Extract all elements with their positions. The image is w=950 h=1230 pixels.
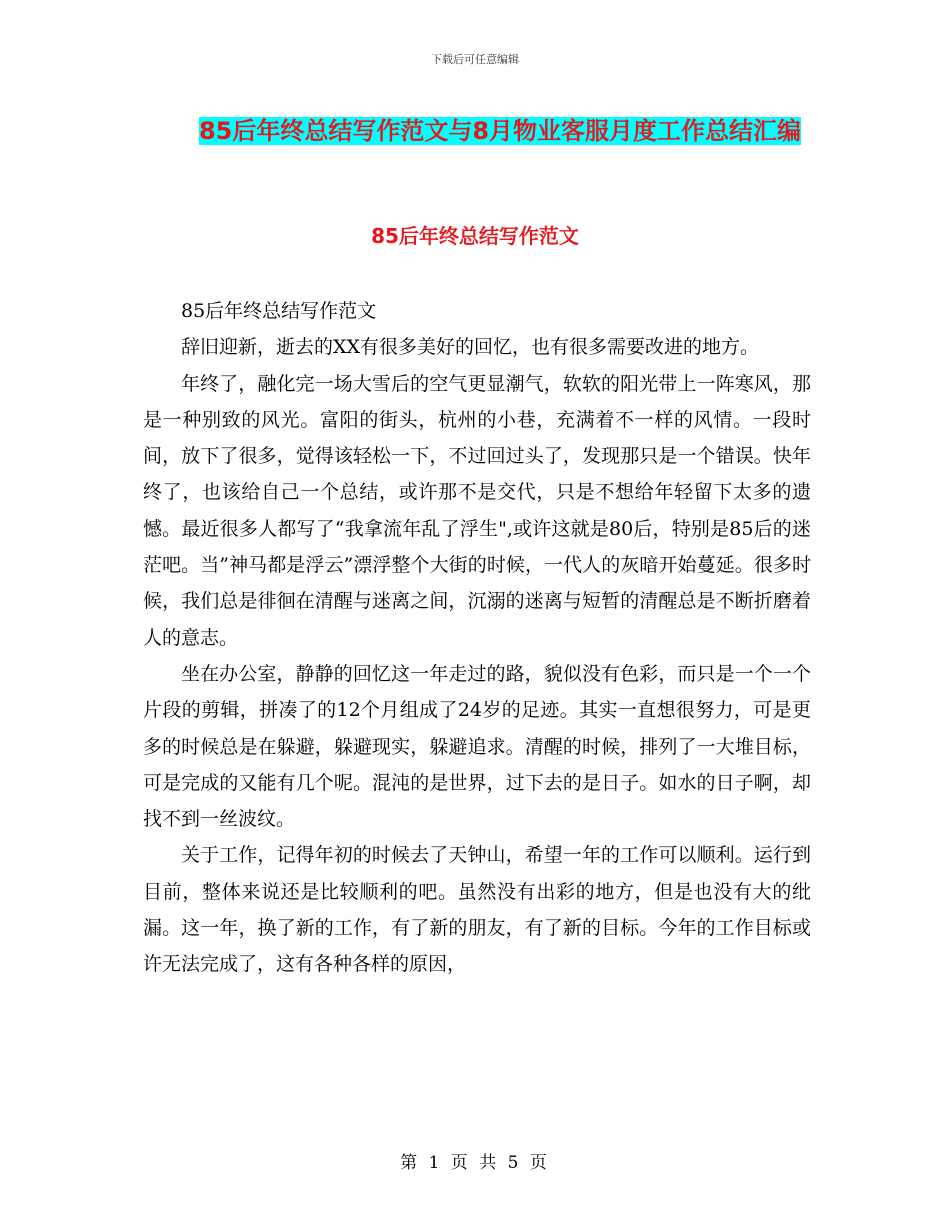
header-note: 下载后可任意编辑	[431, 53, 519, 66]
paragraph: 85后年终总结写作范文	[181, 300, 377, 322]
document-title-text: 85后年终总结写作范文与8月物业客服月度工作总结汇编	[198, 117, 802, 145]
paragraph: 坐在办公室，静静的回忆这一年走过的路，貌似没有色彩，而只是一个一个片段的剪辑，拼凑了的12个月组成了24岁的足迹。其实一直想很努力，可是更多的时候总是在躲避，躲避现实，躲避追求。清醒的时候，排列了一大堆目标，可是完成的又能有几个呢。混沌的是世界，过下去的是日子。如水的日子啊，却找不到一丝波纹。	[143, 662, 811, 831]
page-number: 第 1 页 共 5 页	[400, 1153, 550, 1173]
section-heading: 85后年终总结写作范文	[371, 224, 579, 248]
document-title	[140, 108, 860, 154]
body-text	[143, 293, 811, 983]
paragraph: 年终了，融化完一场大雪后的空气更显潮气，软软的阳光带上一阵寒风，那是一种别致的风光。富阳的街头，杭州的小巷，充满着不一样的风情。一段时间，放下了很多，觉得该轻松一下，不过回过头了，发现那只是一个错误。快年终了，也该给自己一个总结，或许那不是交代，只是不想给年轻留下太多的遗憾。最近很多人都写了“我拿流年乱了浮生",或许这就是80后，特别是85后的迷茫吧。当”神马都是浮云”漂浮整个大街的时候，一代人的灰暗开始蔓延。很多时候，我们总是徘徊在清醒与迷离之间，沉溺的迷离与短暂的清醒总是不断折磨着人的意志。	[143, 372, 811, 649]
paragraph: 辞旧迎新，逝去的XX有很多美好的回忆，也有很多需要改进的地方。	[181, 336, 760, 359]
paragraph: 关于工作，记得年初的时候去了天钟山，希望一年的工作可以顺利。运行到目前，整体来说还是比较顺利的吧。虽然没有出彩的地方，但是也没有大的纰漏。这一年，换了新的工作，有了新的朋友，有了新的目标。今年的工作目标或许无法完成了，这有各种各样的原因，	[143, 844, 811, 976]
